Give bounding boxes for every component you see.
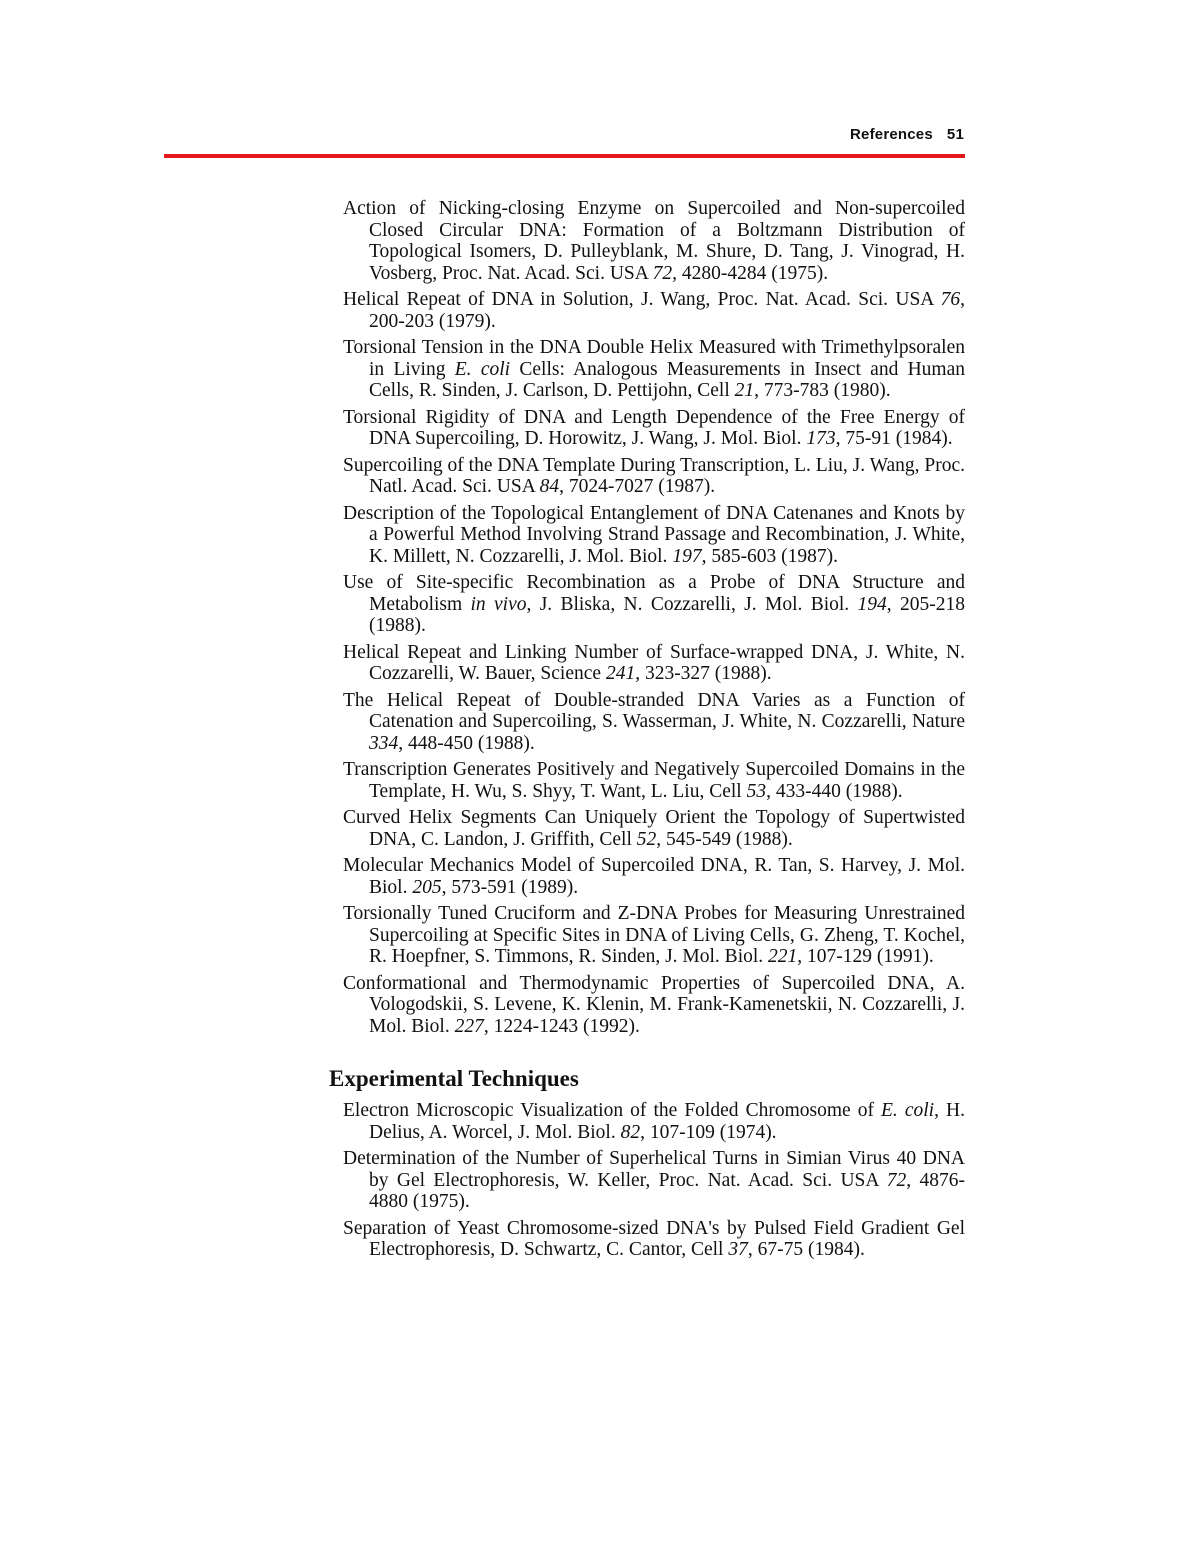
reference-entry	[343, 1218, 965, 1261]
reference-text: , 107-109 (1974).	[640, 1121, 777, 1143]
reference-italic-text: 72	[886, 1169, 907, 1191]
reference-entry	[343, 759, 965, 802]
reference-text: , 67-75 (1984).	[747, 1239, 865, 1260]
reference-entry	[343, 198, 965, 284]
reference-text: Electron Microscopic Visualization of the Folded Chromosome of	[343, 1100, 882, 1121]
reference-text: Supercoiling of the DNA Template During Transcription, L. Liu, J. Wang, Proc. Natl. Acad. Sci. USA	[343, 454, 965, 497]
reference-text: , 205-218 (1988).	[369, 593, 965, 636]
reference-text: Determination of the Number of Superhelical Turns in Simian Virus 40 DNA by Gel Electrophoresis, W. Keller, Proc. Nat. Acad. Sci. USA	[343, 1148, 965, 1191]
reference-entry	[343, 289, 965, 332]
reference-italic-text: E. coli	[454, 358, 511, 380]
reference-italic-text: in vivo	[470, 593, 527, 615]
reference-italic-text: E. coli	[881, 1100, 935, 1121]
page-number: 51	[946, 126, 964, 143]
reference-italic-text: 72	[652, 262, 673, 284]
reference-italic-text: 205	[412, 876, 442, 898]
reference-text: , 7024-7027 (1987).	[559, 476, 716, 497]
reference-entry	[343, 1100, 965, 1143]
reference-text: Helical Repeat and Linking Number of Surface-wrapped DNA, J. White, N. Cozzarelli, W. Bauer, Science	[343, 641, 965, 684]
reference-text: , J. Bliska, N. Cozzarelli, J. Mol. Biol.	[526, 593, 858, 615]
reference-entry	[343, 855, 965, 898]
reference-text: , H. Delius, A. Worcel, J. Mol. Biol.	[369, 1100, 966, 1143]
reference-text: Conformational and Thermodynamic Properties of Supercoiled DNA, A. Vologodskii, S. Levene, K. Klenin, M. Frank-Kamenetskii, N. Cozzarelli, J. Mol. Biol.	[343, 972, 965, 1037]
running-head	[850, 126, 964, 143]
reference-entry	[343, 807, 965, 850]
reference-text: , 545-549 (1988).	[656, 828, 793, 850]
reference-text: , 323-327 (1988).	[635, 663, 772, 684]
reference-entry	[343, 973, 965, 1038]
reference-text: , 4876-4880 (1975).	[369, 1169, 965, 1212]
reference-entry	[343, 455, 965, 498]
reference-italic-text: 334	[369, 732, 399, 754]
reference-text: Description of the Topological Entanglement of DNA Catenanes and Knots by a Powerful Method Involving Strand Passage and Recombination, J. White, K. Millett, N. Cozzarelli, J. Mol. Biol.	[343, 502, 965, 567]
reference-italic-text: 76	[940, 289, 961, 310]
reference-text: Cells: Analogous Measurements in Insect and Human Cells, R. Sinden, J. Carlson, D. Pettijohn, Cell	[369, 358, 966, 401]
reference-text: Curved Helix Segments Can Uniquely Orient the Topology of Supertwisted DNA, C. Landon, J. Griffith, Cell	[343, 807, 965, 850]
reference-entry	[343, 903, 965, 968]
reference-text: Torsional Rigidity of DNA and Length Dependence of the Free Energy of DNA Supercoiling, D. Horowitz, J. Wang, J. Mol. Biol.	[343, 406, 965, 449]
reference-italic-text: 37	[728, 1239, 748, 1260]
reference-text: Torsionally Tuned Cruciform and Z-DNA Probes for Measuring Unrestrained Supercoiling at Specific Sites in DNA of Living Cells, G. Zheng, T. Kochel, R. Hoepfner, S. Timmons, R. Sinden, J. Mol. Biol.	[343, 903, 965, 967]
reference-text: Use of Site-specific Recombination as a Probe of DNA Structure and Metabolism	[343, 572, 965, 615]
reference-text: Action of Nicking-closing Enzyme on Supercoiled and Non-supercoiled Closed Circular DNA: Formation of a Boltzmann Distribution of Topological Isomers, D. Pulleyblank, M. Shure, D. Tang, J. Vinograd, H. Vosberg, Proc. Nat. Acad. Sci. USA	[343, 198, 965, 284]
reference-text: , 200-203 (1979).	[369, 289, 965, 332]
header-rule	[164, 154, 965, 158]
reference-italic-text: 197	[672, 545, 702, 567]
reference-italic-text: 173	[806, 428, 836, 449]
reference-text: Molecular Mechanics Model of Supercoiled DNA, R. Tan, S. Harvey, J. Mol. Biol.	[343, 855, 965, 898]
reference-text: , 433-440 (1988).	[766, 780, 903, 802]
reference-entry	[343, 337, 965, 402]
running-head-section: References	[850, 126, 933, 143]
reference-text: Helical Repeat of DNA in Solution, J. Wang, Proc. Nat. Acad. Sci. USA	[343, 289, 941, 310]
reference-entry	[343, 642, 965, 685]
reference-entry	[343, 572, 965, 637]
reference-italic-text: 84	[539, 476, 560, 497]
reference-entry	[343, 1148, 965, 1213]
reference-entry	[343, 690, 965, 755]
reference-text: Separation of Yeast Chromosome-sized DNA's by Pulsed Field Gradient Gel Electrophoresis, D. Schwartz, C. Cantor, Cell	[343, 1217, 965, 1260]
reference-text: The Helical Repeat of Double-stranded DNA Varies as a Function of Catenation and Supercoiling, S. Wasserman, J. White, N. Cozzarelli, Nature	[343, 689, 965, 732]
reference-text: , 573-591 (1989).	[441, 876, 579, 898]
reference-text: , 4280-4284 (1975).	[672, 262, 829, 284]
page-content	[329, 198, 966, 1266]
reference-italic-text: 227	[454, 1015, 484, 1037]
reference-entry	[343, 503, 965, 568]
reference-list-experimental-techniques	[343, 1100, 965, 1261]
reference-text: , 448-450 (1988).	[398, 732, 535, 754]
reference-text: Torsional Tension in the DNA Double Helix Measured with Trimethylpsoralen in Living	[343, 337, 965, 380]
section-title: Experimental Techniques	[329, 1066, 579, 1091]
reference-italic-text: 194	[857, 593, 887, 615]
reference-italic-text: 52	[636, 828, 657, 850]
reference-italic-text: 221	[768, 946, 798, 967]
reference-italic-text: 241	[605, 663, 636, 684]
reference-text: Transcription Generates Positively and Negatively Supercoiled Domains in the Template, H. Wu, S. Shyy, T. Want, L. Liu, Cell	[343, 759, 965, 802]
reference-text: , 585-603 (1987).	[701, 545, 839, 567]
reference-entry	[343, 407, 965, 450]
reference-italic-text: 21	[734, 380, 755, 401]
reference-text: , 1224-1243 (1992).	[483, 1015, 640, 1037]
reference-text: , 75-91 (1984).	[835, 428, 953, 449]
reference-italic-text: 82	[620, 1121, 641, 1143]
reference-text: , 773-783 (1980).	[754, 380, 891, 401]
reference-italic-text: 53	[746, 780, 767, 802]
reference-list	[343, 198, 965, 1037]
reference-text: , 107-129 (1991).	[797, 946, 934, 967]
